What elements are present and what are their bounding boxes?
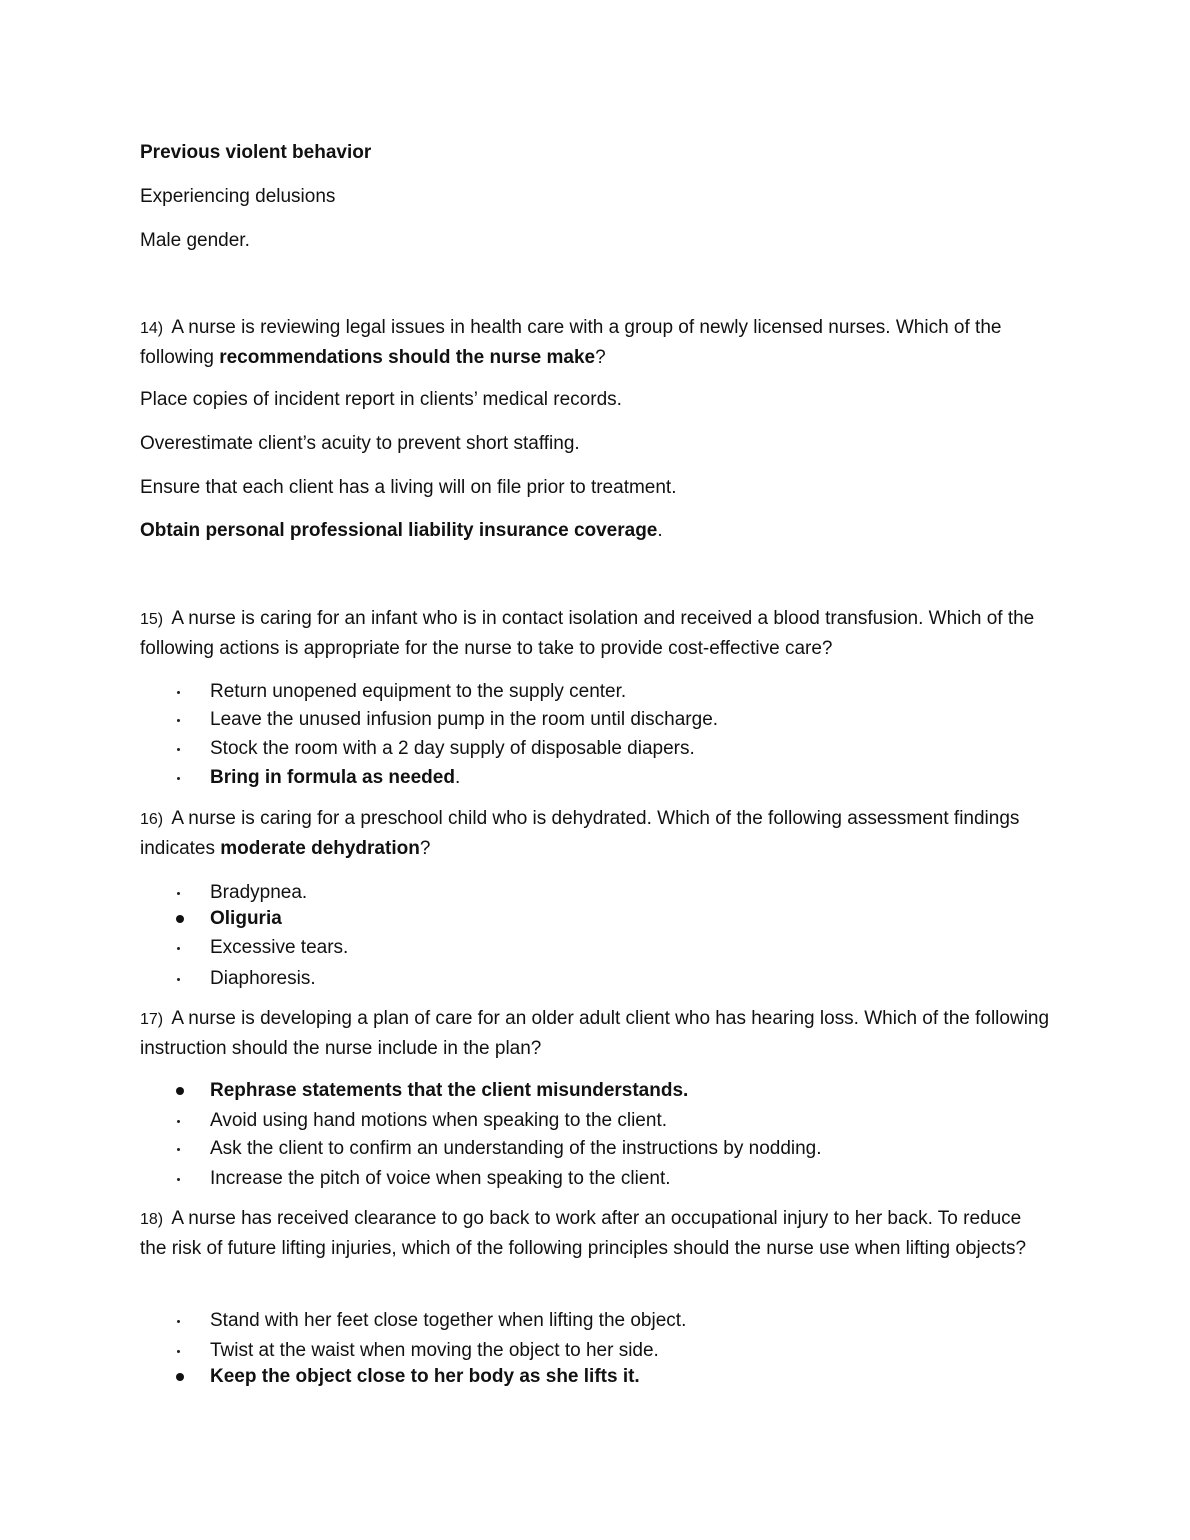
q18-answer: Keep the object close to her body as she lifts it.: [210, 1366, 640, 1387]
option-male-gender: Male gender.: [140, 230, 250, 251]
q17-option-2: Avoid using hand motions when speaking to the client.: [210, 1110, 668, 1131]
q17-option-3: Ask the client to confirm an understanding of the instructions by nodding.: [210, 1138, 822, 1159]
question-17-stem: 17) A nurse is developing a plan of care for an older adult client who has hearing loss. Which of the following instruction should the nurse include in the plan?: [140, 1008, 1050, 1059]
q14-option-2: Overestimate client’s acuity to prevent short staffing.: [140, 433, 580, 454]
q15-option-3: Stock the room with a 2 day supply of disposable diapers.: [210, 738, 695, 759]
q14-option-1: Place copies of incident report in clients’ medical records.: [140, 389, 622, 410]
question-number: 16): [140, 811, 164, 828]
option-previous-violent-behavior: Previous violent behavior: [140, 142, 372, 163]
q16-option-1: Bradypnea.: [210, 882, 308, 903]
q14-option-3: Ensure that each client has a living will on file prior to treatment.: [140, 477, 677, 498]
q15-answer: Bring in formula as needed.: [210, 767, 461, 788]
q16-answer: Oliguria: [210, 908, 282, 929]
q17-answer: Rephrase statements that the client misunderstands.: [210, 1080, 689, 1101]
q15-option-1: Return unopened equipment to the supply center.: [210, 681, 627, 702]
question-number: 17): [140, 1011, 164, 1028]
question-14-stem: 14) A nurse is reviewing legal issues in health care with a group of newly licensed nurses. Which of the following recommendations should the nurse make?: [140, 317, 1002, 368]
question-15-stem: 15) A nurse is caring for an infant who is in contact isolation and received a blood transfusion. Which of the following actions is appropriate for the nurse to take to provide cost-effective care?: [140, 608, 1035, 659]
q14-answer: Obtain personal professional liability insurance coverage.: [140, 520, 663, 541]
q17-option-4: Increase the pitch of voice when speaking to the client.: [210, 1168, 671, 1189]
q16-option-4: Diaphoresis.: [210, 968, 316, 989]
question-number: 14): [140, 320, 164, 337]
q18-option-1: Stand with her feet close together when lifting the object.: [210, 1310, 687, 1331]
question-18-stem: 18) A nurse has received clearance to go back to work after an occupational injury to her back. To reduce the risk of future lifting injuries, which of the following principles should the nurse use when lifting objects?: [140, 1208, 1027, 1259]
q18-option-2: Twist at the waist when moving the object to her side.: [210, 1340, 659, 1361]
question-number: 18): [140, 1211, 164, 1228]
question-16-stem: 16) A nurse is caring for a preschool child who is dehydrated. Which of the following assessment findings indicates moderate dehydration?: [140, 808, 1020, 859]
q15-option-2: Leave the unused infusion pump in the room until discharge.: [210, 709, 719, 730]
stem-emphasis: moderate dehydration: [220, 837, 420, 859]
question-number: 15): [140, 611, 164, 628]
option-experiencing-delusions: Experiencing delusions: [140, 186, 336, 207]
q16-option-3: Excessive tears.: [210, 937, 349, 958]
stem-emphasis: recommendations should the nurse make: [219, 346, 596, 368]
